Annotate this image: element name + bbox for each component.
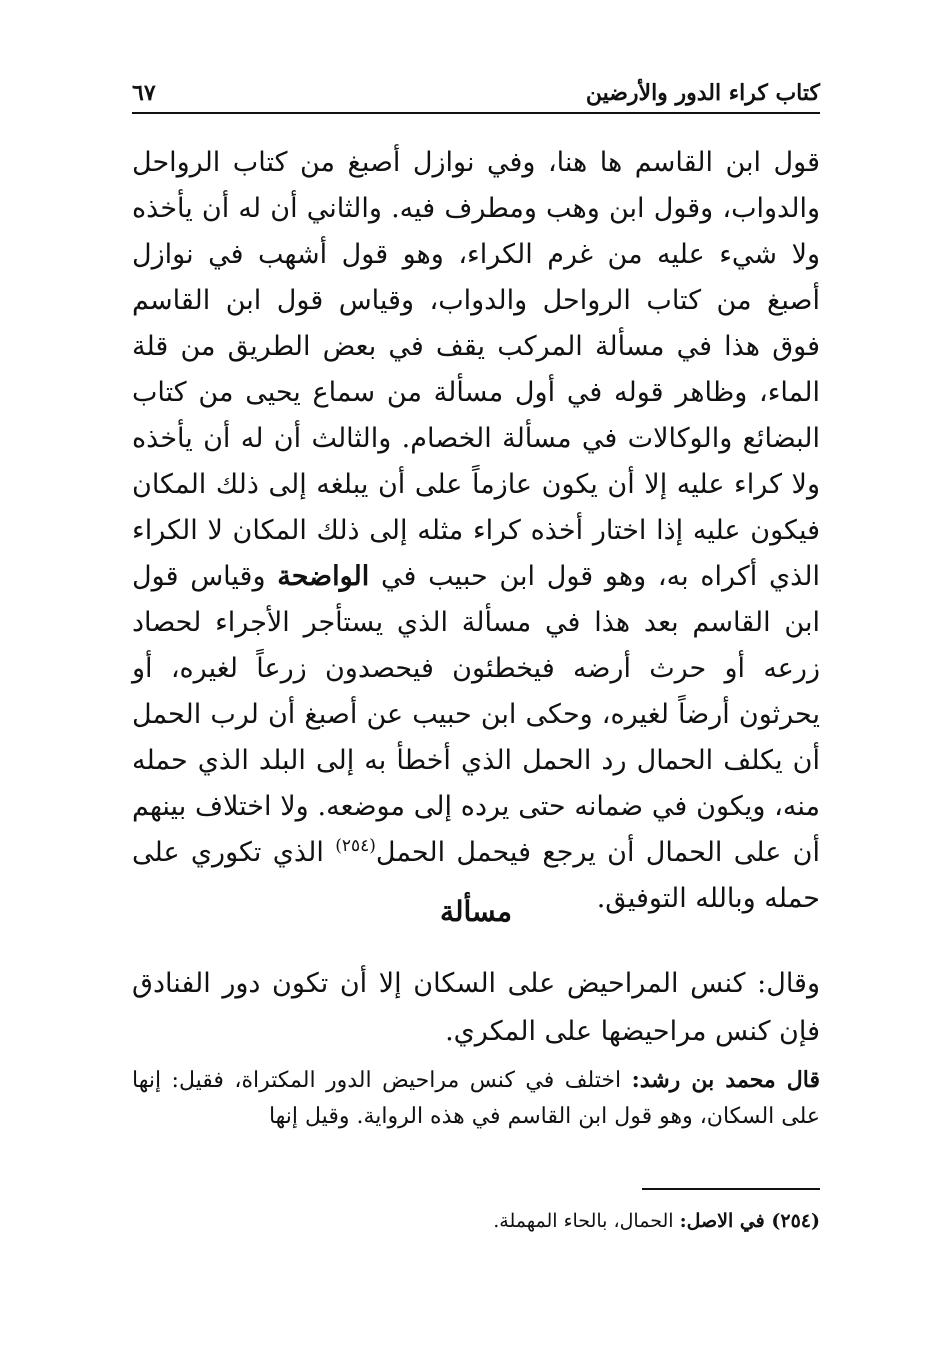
footnote-rule [642,1188,820,1190]
running-header [132,74,820,114]
footnote-body: الحمال، بالحاء المهملة. [493,1210,674,1232]
book-title-wadiha: الواضحة [277,561,370,592]
chapter-title: كتاب كراء الدور والأرضين [585,80,820,106]
main-paragraph-end: الذي تكوري على حمله وبالله التوفيق. [132,837,820,914]
footnote [132,1206,820,1236]
page-number: ٦٧ [132,80,156,106]
footnote-reference: (٢٥٤) [335,836,376,856]
header-rule [132,112,820,114]
main-paragraph-continuation: وقياس قول ابن القاسم بعد هذا في مسألة الذي يستأجر الأجراء لحصاد زرعه أو حرث أرضه فيخطئون فيحصدون زرعاً لغيره، أو يحرثون أرضاً لغيره، وحكى ابن حبيب عن أصبغ أن لرب الحمل أن يكلف الحمال رد الحمل الذي أخطأ به إلى البلد الذي حمله منه، ويكون في ضمانه حتى يرده إلى موضعه. ولا اختلاف بينهم أن على الحمال أن يرجع فيحمل الحمل [132,561,820,868]
masala-quote: وقال: كنس المراحيض على السكان إلا أن تكون دور الفنادق فإن كنس مراحيضها على المكري. [132,968,820,1047]
commentary-paragraph [132,1062,820,1135]
main-paragraph-text: قول ابن القاسم ها هنا، وفي نوازل أصبغ من كتاب الرواحل والدواب، وقول ابن وهب ومطرف فيه. والثاني أن له أن يأخذه ولا شيء عليه من غرم الكراء، وهو قول أشهب في نوازل أصبغ من كتاب الرواحل والدواب، وقياس قول ابن القاسم فوق هذا في مسألة المركب يقف في بعض الطريق من قلة الماء، وظاهر قوله في أول مسألة من سماع يحيى من كتاب البضائع والوكالات في مسألة الخصام. والثالث أن له أن يأخذه ولا كراء عليه إلا أن يكون عازماً على أن يبلغه إلى ذلك المكان فيكون عليه إذا اختار أخذه كراء مثله إلى ذلك المكان لا الكراء الذي أكراه به، وهو قول ابن حبيب في [132,147,820,592]
footnote-lead: (٢٥٤) في الاصل: [679,1210,820,1232]
main-paragraph [132,140,820,922]
commentary-body: اختلف في كنس مراحيض الدور المكتراة، فقيل: إنها على السكان، وهو قول ابن القاسم في هذه الرواية. وقيل إنها [132,1068,820,1129]
section-heading: مسألة [439,895,513,928]
commentary-lead: قال محمد بن رشد: [631,1067,821,1093]
